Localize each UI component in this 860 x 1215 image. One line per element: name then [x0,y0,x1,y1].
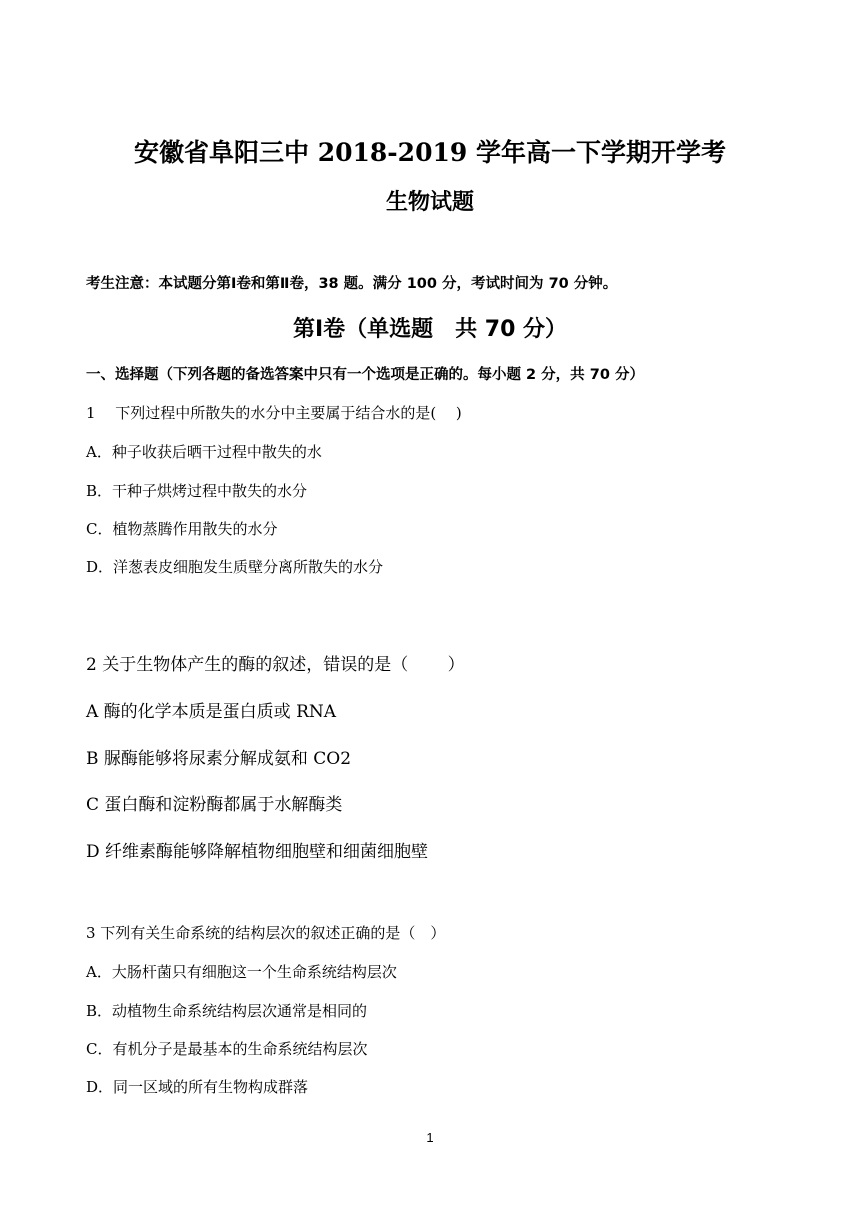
section-heading: 一、选择题（下列各题的备选答案中只有一个选项是正确的。每小题 2 分，共 70 分） [86,367,644,383]
question-3-option-d: D．同一区域的所有生物构成群落 [86,1078,309,1096]
part-title: 第Ⅰ卷（单选题 共 70 分） [292,317,568,342]
question-3-option-c: C．有机分子是最基本的生命系统结构层次 [86,1040,368,1058]
document-title: 安徽省阜阳三中 2018-2019 学年高一下学期开学考 [134,138,726,167]
question-1-stem: 1 下列过程中所散失的水分中主要属于结合水的是( ) [86,404,462,422]
question-1-option-c: C．植物蒸腾作用散失的水分 [86,520,278,538]
question-3-stem: 3 下列有关生命系统的结构层次的叙述正确的是（ ） [86,924,446,942]
question-1-option-b: B．干种子烘烤过程中散失的水分 [86,482,308,500]
document-subtitle: 生物试题 [385,189,474,215]
exam-notice: 考生注意：本试题分第Ⅰ卷和第Ⅱ卷，38 题。满分 100 分，考试时间为 70 分钟。 [86,276,618,292]
page-number: 1 [426,1130,434,1145]
question-3-option-b: B．动植物生命系统结构层次通常是相同的 [86,1002,368,1020]
question-1-option-a: A．种子收获后晒干过程中散失的水 [86,443,322,461]
question-2-option-a: A 酶的化学本质是蛋白质或 RNA [86,702,337,722]
question-2-option-b: B 脲酶能够将尿素分解成氨和 CO2 [86,749,352,769]
question-2-stem: 2 关于生物体产生的酶的叙述，错误的是（ ） [86,655,465,675]
question-1-option-d: D．洋葱表皮细胞发生质壁分离所散失的水分 [86,558,384,576]
question-2-option-d: D 纤维素酶能够降解植物细胞壁和细菌细胞壁 [86,842,429,862]
question-2-option-c: C 蛋白酶和淀粉酶都属于水解酶类 [86,795,343,815]
question-3-option-a: A．大肠杆菌只有细胞这一个生命系统结构层次 [86,963,397,981]
